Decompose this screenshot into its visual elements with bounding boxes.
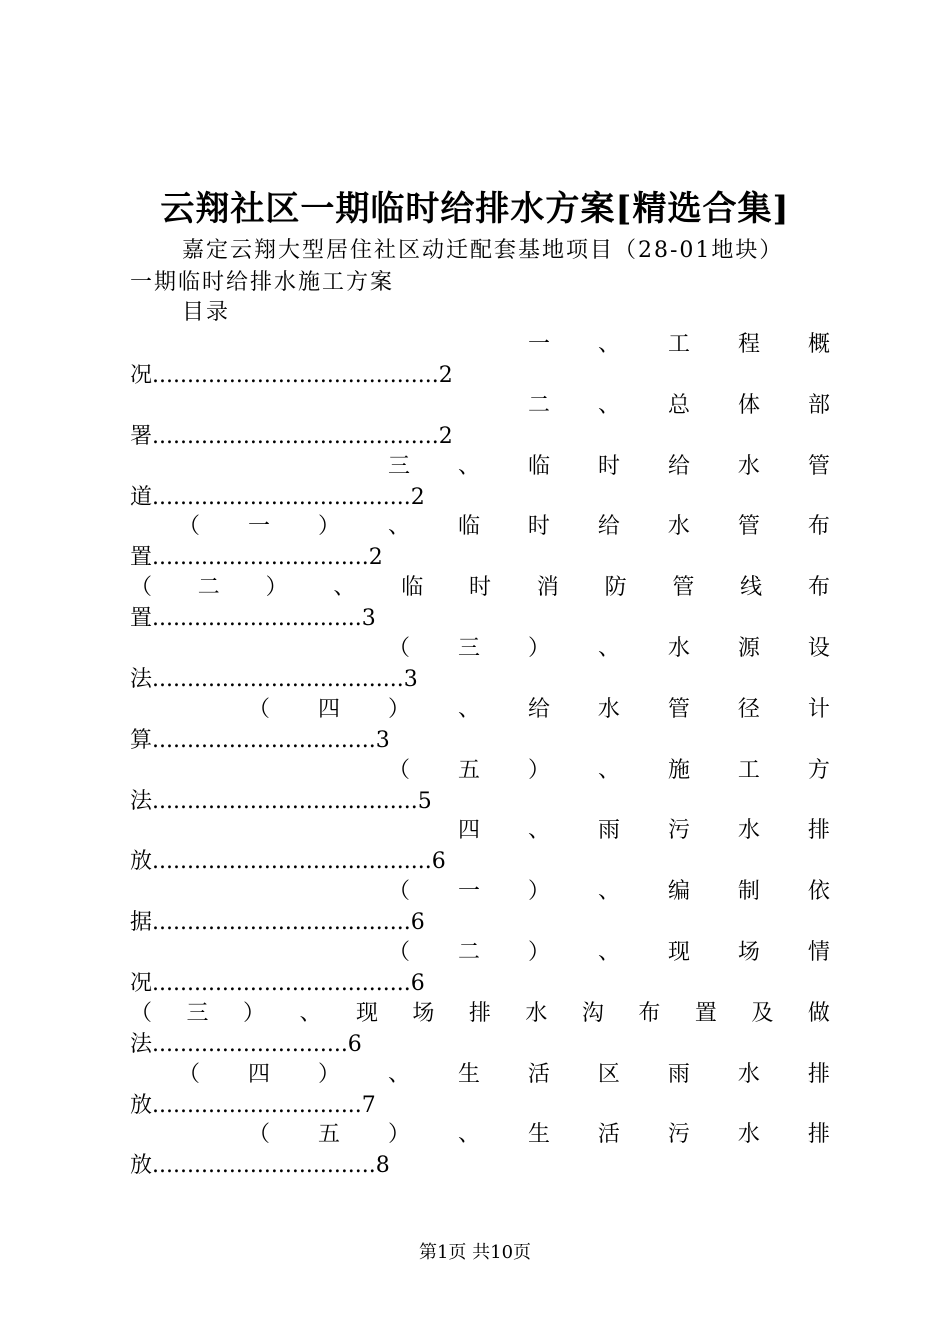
toc-entry-leader: 置..............................3 (130, 606, 376, 632)
toc-entry[interactable] (130, 391, 830, 452)
toc-entry-heading: （ 四 ） 、 生 活 区 雨 水 排 (178, 1061, 830, 1087)
toc-entry[interactable] (130, 452, 830, 513)
toc-entry-leader: 放................................8 (130, 1153, 390, 1179)
toc-entry-leader: 法......................................5 (130, 788, 432, 814)
toc-entry-leader: 算................................3 (130, 727, 390, 753)
toc-entry-leader: 道.....................................2 (130, 484, 425, 510)
toc-entry[interactable] (130, 512, 830, 573)
toc-entry[interactable] (130, 695, 830, 756)
toc-entry[interactable] (130, 330, 830, 391)
toc-entry-heading: （ 一 ） 、 编 制 依 (388, 879, 830, 905)
toc-entry-heading: （ 二 ） 、 现 场 情 (388, 939, 830, 965)
toc-entry-leader: 法............................6 (130, 1031, 362, 1057)
toc-heading: 目录 (182, 300, 231, 325)
toc-entry[interactable] (130, 877, 830, 938)
toc-entry-heading: （ 五 ） 、 施 工 方 (388, 757, 830, 783)
toc-entry-heading: 四 、 雨 污 水 排 (458, 818, 830, 844)
toc-entry[interactable] (130, 1060, 830, 1121)
toc-entry[interactable] (130, 756, 830, 817)
toc-entry[interactable] (130, 999, 830, 1060)
toc-entry-heading: 一 、 工 程 概 (528, 332, 830, 357)
toc-entry[interactable] (130, 938, 830, 999)
toc-entry-heading: （ 五 ） 、 生 活 污 水 排 (248, 1122, 830, 1148)
toc-entry-heading: （ 四 ） 、 给 水 管 径 计 (248, 696, 830, 722)
toc-entry-leader: 况.........................................2 (130, 363, 453, 388)
toc-entry-heading: （ 一 ） 、 临 时 给 水 管 布 (178, 514, 830, 540)
document-title: 云翔社区一期临时给排水方案[精选合集] (160, 189, 790, 229)
toc-entry-leader: 据.....................................6 (130, 910, 425, 936)
toc-entry-leader: 放........................................6 (130, 849, 446, 875)
toc-entry-heading: （ 三 ） 、 水 源 设 (388, 635, 830, 661)
toc-entry-leader: 署.........................................2 (130, 423, 453, 449)
toc-entry-heading: 二 、 总 体 部 (528, 392, 830, 418)
toc-entry-heading: 三 、 临 时 给 水 管 (388, 453, 830, 479)
toc-entry[interactable] (130, 1120, 830, 1181)
project-name-line: 嘉定云翔大型居住社区动迁配套基地项目（28-01地块） (182, 238, 784, 263)
toc-entry-heading: （ 三 ） 、 现 场 排 水 沟 布 置 及 做 (130, 1000, 830, 1026)
plan-name-line: 一期临时给排水施工方案 (130, 270, 395, 295)
toc-entry[interactable] (130, 816, 830, 877)
toc-entry-leader: 况.....................................6 (130, 970, 425, 996)
table-of-contents (130, 330, 830, 1181)
toc-entry[interactable] (130, 634, 830, 695)
toc-entry-leader: 置...............................2 (130, 545, 383, 571)
toc-entry-leader: 放..............................7 (130, 1092, 376, 1118)
toc-entry-heading: （ 二 ） 、 临 时 消 防 管 线 布 (130, 575, 830, 601)
toc-entry-leader: 法....................................3 (130, 666, 418, 692)
toc-entry[interactable] (130, 573, 830, 634)
page-footer: 第1页 共10页 (418, 1242, 532, 1263)
